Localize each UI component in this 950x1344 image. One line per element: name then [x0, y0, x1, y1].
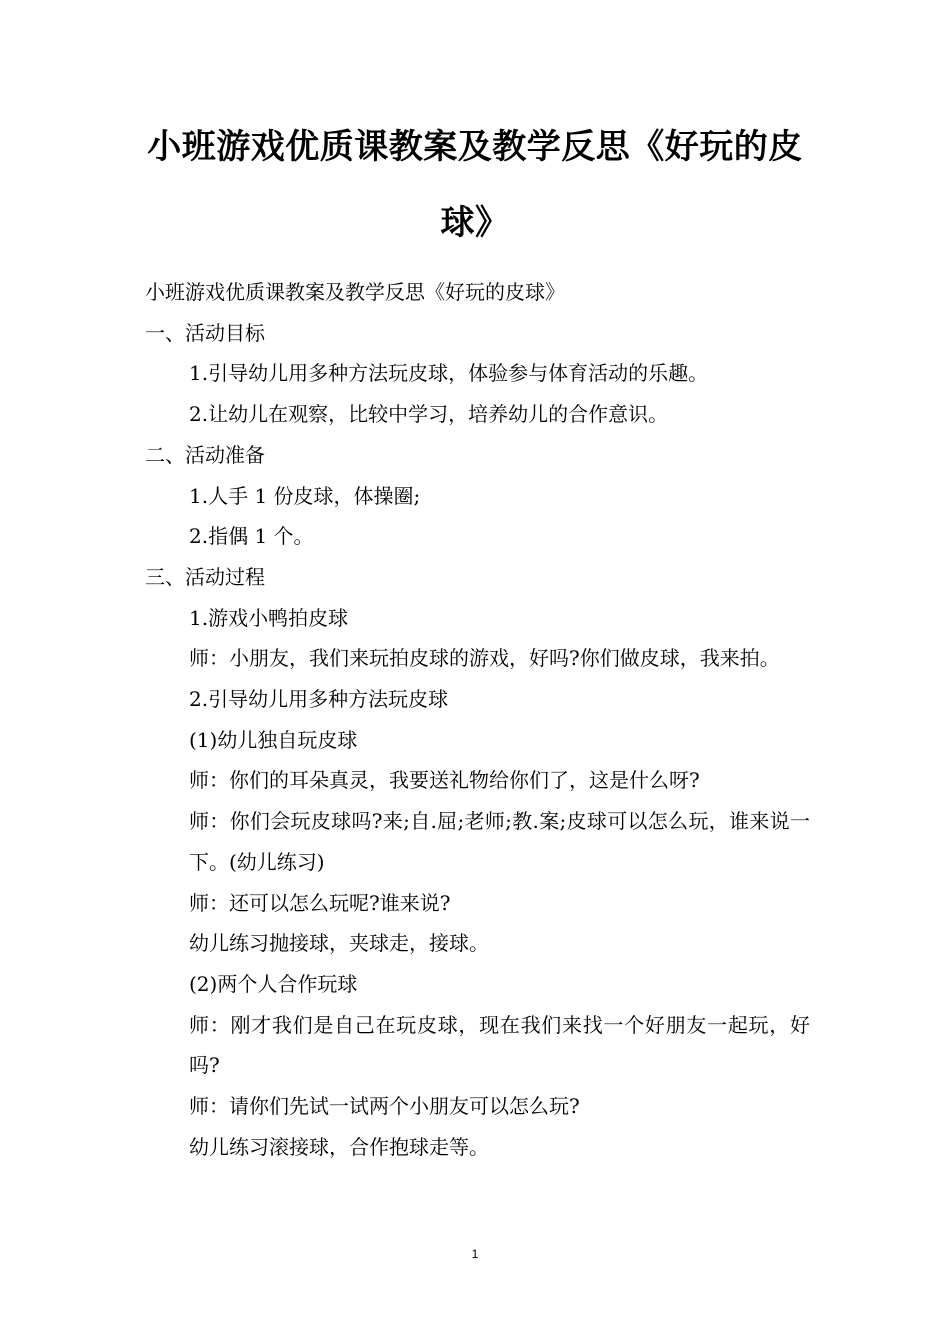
sub-step-2: (2)两个人合作玩球	[189, 971, 358, 996]
section-heading-goals: 一、活动目标	[145, 320, 265, 345]
activity-paragraph: 幼儿练习抛接球，夹球走，接球。	[189, 931, 489, 956]
section-heading-preparation: 二、活动准备	[145, 442, 265, 467]
document-body	[145, 272, 810, 1167]
document-title-line-2: 球》	[440, 203, 510, 243]
page-number: 1	[471, 1247, 479, 1261]
dialogue-paragraph: 师：你们会玩皮球吗?来;自.屈;老师;教.案;皮球可以怎么玩，谁来说一下。(幼儿练习)	[189, 809, 810, 874]
dialogue-paragraph: 师：请你们先试一试两个小朋友可以怎么玩?	[189, 1094, 580, 1119]
document-title-line-1: 小班游戏优质课教案及教学反思《好玩的皮	[147, 127, 803, 167]
activity-paragraph: 幼儿练习滚接球，合作抱球走等。	[189, 1134, 489, 1159]
dialogue-paragraph: 师：还可以怎么玩呢?谁来说?	[189, 890, 451, 915]
process-step-1: 1.游戏小鸭拍皮球	[189, 605, 349, 630]
preparation-item-1: 1.人手 1 份皮球，体操圈;	[189, 483, 421, 508]
preparation-item-2: 2.指偶 1 个。	[189, 524, 314, 549]
dialogue-paragraph: 师：小朋友，我们来玩拍皮球的游戏，好吗?你们做皮球，我来拍。	[189, 646, 780, 671]
goal-item-1: 1.引导幼儿用多种方法玩皮球，体验参与体育活动的乐趣。	[189, 361, 709, 386]
section-heading-process: 三、活动过程	[145, 564, 265, 589]
dialogue-paragraph: 师：刚才我们是自己在玩皮球，现在我们来找一个好朋友一起玩，好吗?	[189, 1012, 810, 1078]
goal-item-2: 2.让幼儿在观察，比较中学习，培养幼儿的合作意识。	[189, 402, 669, 427]
sub-step-1: (1)幼儿独自玩皮球	[189, 727, 358, 752]
subtitle-paragraph: 小班游戏优质课教案及教学反思《好玩的皮球》	[145, 280, 565, 304]
process-step-2: 2.引导幼儿用多种方法玩皮球	[189, 687, 449, 712]
dialogue-paragraph: 师：你们的耳朵真灵，我要送礼物给你们了，这是什么呀?	[189, 768, 700, 793]
